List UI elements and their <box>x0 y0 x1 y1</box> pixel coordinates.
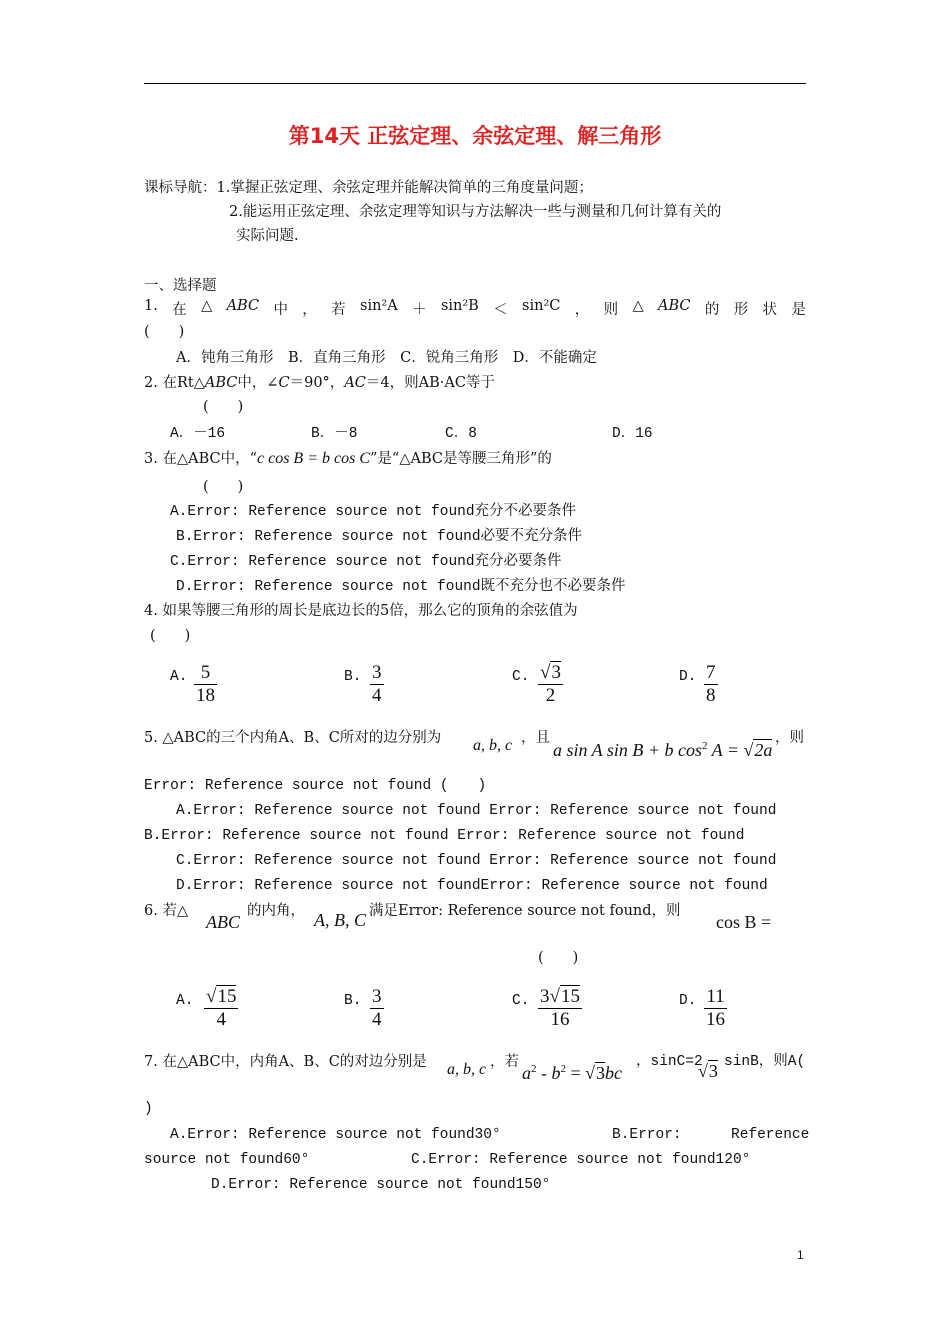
q1-word: sin²A <box>360 298 398 314</box>
q2-text: 中，∠ <box>237 375 279 391</box>
expr-part: A = <box>707 740 744 760</box>
q1-word: 若 <box>331 302 346 318</box>
q4-paren: ( ) <box>150 628 191 644</box>
expr-part: - b <box>536 1063 561 1083</box>
q4-label-b: B. <box>344 669 362 685</box>
q6-label-a: A. <box>176 993 194 1009</box>
q7-option-b-part3: source not found60° <box>144 1152 310 1168</box>
q6-vars: A, B, C <box>314 910 366 930</box>
numerator: 3 <box>372 986 382 1007</box>
q1-word: 中 <box>273 302 288 318</box>
q1-word: △ <box>632 298 644 314</box>
q6-option-a-fraction <box>204 986 238 1031</box>
q2-text: AC <box>344 375 366 391</box>
q5-stem-a: 5. △ABC的三个内角A、B、C所对的边分别为 <box>144 730 442 746</box>
q2-option-a: A．－16 <box>170 426 226 442</box>
page-number: 1 <box>797 1248 804 1262</box>
q2-option-b: B．－8 <box>311 426 358 442</box>
q3-option-a: A.Error: Reference source not found充分不必要条件 <box>170 504 577 520</box>
q2-text: ＝90°， <box>289 375 345 391</box>
q2-option-d: D．16 <box>612 426 653 442</box>
q3-option-d: D.Error: Reference source not found既不充分也不必要条件 <box>176 579 626 595</box>
denominator: 4 <box>372 1009 382 1030</box>
q2-text: C <box>278 375 290 391</box>
nav-objective-2: 2.能运用正弦定理、余弦定理等知识与方法解决一些与测量和几何计算有关的 <box>229 204 722 220</box>
denominator: 16 <box>538 1008 582 1031</box>
q4-option-b-fraction <box>370 662 384 707</box>
q7-option-b-part2: Reference <box>731 1127 810 1143</box>
numerator: 5 <box>200 662 211 683</box>
q4-option-a-fraction <box>194 662 217 707</box>
q1-word: △ <box>201 298 213 314</box>
q6-stem-a: 6. 若△ <box>144 903 189 919</box>
q3-option-b: B.Error: Reference source not found必要不充分条件 <box>176 529 583 545</box>
expr-part: a <box>522 1063 531 1083</box>
q5-option-c: C.Error: Reference source not found Error: Reference source not found <box>176 853 777 869</box>
q5-option-a: A.Error: Reference source not found Error: Reference source not found <box>176 803 777 819</box>
nav-objective-1: 1.掌握正弦定理、余弦定理并能解决简单的三角度量问题； <box>216 180 593 196</box>
q6-stem-b: 的内角， <box>247 903 305 919</box>
q5-stem-b: ，且 <box>521 730 550 746</box>
q7-option-d: D.Error: Reference source not found150° <box>211 1177 551 1193</box>
q2-option-c: C．8 <box>445 426 477 442</box>
q6-cosb: cos B = <box>716 912 772 932</box>
q1-word: ＜ <box>493 302 508 318</box>
q1-word: ABC <box>226 298 260 314</box>
denominator: 4 <box>372 685 382 706</box>
radicand: 3 <box>596 1063 606 1083</box>
radicand: 15 <box>217 986 237 1007</box>
expr-part: bc <box>605 1063 623 1083</box>
q7-stem-b: ，若 <box>490 1054 519 1070</box>
q1-paren: ( ) <box>144 324 185 340</box>
q6-option-c-fraction <box>538 986 582 1031</box>
q1-word: ABC <box>657 298 691 314</box>
q6-label-d: D. <box>679 993 697 1009</box>
q7-option-b-part1: B.Error: <box>612 1127 682 1143</box>
q1-word: 形 <box>733 302 749 318</box>
q1-stem <box>144 298 806 319</box>
denominator: 16 <box>706 1009 725 1030</box>
expr-sup: 2 <box>560 1063 566 1075</box>
q4-label-c: C. <box>512 669 530 685</box>
q3-paren: ( ) <box>203 479 244 495</box>
numerator: 7 <box>706 662 716 683</box>
expr-part: a sin A sin B + b cos <box>553 740 702 760</box>
expr-sup: 2 <box>531 1063 537 1075</box>
q2-text: 2. 在Rt△ <box>144 375 205 391</box>
q5-option-d: D.Error: Reference source not foundError: Reference source not found <box>176 878 768 894</box>
q6-option-b-fraction <box>370 986 384 1031</box>
denominator: 8 <box>706 685 716 706</box>
nav-label: 课标导航： <box>144 180 217 196</box>
q4-option-c-fraction <box>538 662 563 707</box>
q5-vars: a, b, c <box>473 737 513 754</box>
coefficient: 3 <box>540 986 550 1007</box>
nav-objective-3: 实际问题. <box>236 228 299 244</box>
q2-paren: ( ) <box>203 399 244 415</box>
q1-options: A．钝角三角形 B．直角三角形 C．锐角三角形 D．不能确定 <box>176 350 597 366</box>
expr-part: = <box>566 1063 586 1083</box>
q7-expression: $a^2 - b^2 = √3bc$ <box>522 1063 623 1083</box>
q1-word: 是 <box>791 302 806 318</box>
q4-label-d: D. <box>679 669 697 685</box>
denominator: 2 <box>538 684 563 707</box>
q7-stem-d: sinB，则A( <box>724 1054 806 1070</box>
q7-stem-a: 7. 在△ABC中，内角A、B、C的对边分别是 <box>144 1054 427 1070</box>
q1-word: ＋ <box>412 302 427 318</box>
q7-close-paren: ) <box>144 1101 153 1117</box>
q2-text: ABC <box>204 375 238 391</box>
q1-word: sin²B <box>440 298 479 314</box>
q5-stem-c: ，则 <box>775 730 804 746</box>
radicand: 3 <box>708 1061 718 1081</box>
q1-word: ， <box>574 302 590 318</box>
header-rule <box>144 83 806 84</box>
q6-label-b: B. <box>344 993 362 1009</box>
q6-paren: ( ) <box>538 950 579 966</box>
q3-stem <box>144 449 552 469</box>
q4-label-a: A. <box>170 669 188 685</box>
q3-text: 3. 在△ABC中，“ <box>144 451 257 467</box>
radicand: 15 <box>560 986 580 1007</box>
q5-expression: a sin A sin B + b $\cos^2 A = √2a$ <box>553 740 773 760</box>
q6-label-c: C. <box>512 993 530 1009</box>
radicand: 3 <box>551 662 561 683</box>
q1-word: 在 <box>172 302 187 318</box>
q3-option-c: C.Error: Reference source not found充分必要条件 <box>170 554 562 570</box>
denominator: 4 <box>204 1008 238 1031</box>
q1-word: ， <box>302 302 317 318</box>
q5-line-2: Error: Reference source not found ( ) <box>144 778 487 794</box>
section-heading: 一、选择题 <box>144 278 217 294</box>
q1-word: sin²C <box>522 298 561 314</box>
numerator: 11 <box>706 986 725 1007</box>
q5-option-b: B.Error: Reference source not found Error: Reference source not found <box>144 828 745 844</box>
q2-text: ＝4，则AB·AC等于 <box>365 375 495 391</box>
numerator: 3√15 <box>540 986 580 1007</box>
q4-stem: 4. 如果等腰三角形的周长是底边长的5倍，那么它的顶角的余弦值为 <box>144 603 578 619</box>
radicand: 2a <box>754 740 773 760</box>
q7-option-a: A.Error: Reference source not found30° <box>170 1127 501 1143</box>
q1-word: 的 <box>704 302 720 318</box>
q1-word: 状 <box>762 302 778 318</box>
q4-option-d-fraction <box>704 662 718 707</box>
q7-option-c: C.Error: Reference source not found120° <box>411 1152 751 1168</box>
numerator: √3 <box>540 662 561 683</box>
q6-option-d-fraction <box>704 986 727 1031</box>
nav-line-1 <box>144 178 593 198</box>
denominator: 18 <box>196 685 215 706</box>
page-title: 第14天 正弦定理、余弦定理、解三角形 <box>288 124 662 148</box>
q6-abc: ABC <box>206 912 240 932</box>
q3-text: ”是“△ABC是等腰三角形”的 <box>370 451 552 467</box>
q7-radical: √3 <box>698 1061 718 1081</box>
q2-stem <box>144 373 495 393</box>
q3-expression: c cos B = b cos C <box>257 450 370 467</box>
q1-word: 则 <box>603 302 619 318</box>
q1-word: 1. <box>144 298 158 314</box>
numerator: √15 <box>206 986 237 1007</box>
q6-stem-c: 满足Error: Reference source not found，则 <box>369 903 681 919</box>
numerator: 3 <box>372 662 382 683</box>
expr-sup: 2 <box>702 740 708 752</box>
q7-stem-c: ，sinC=2 <box>636 1054 703 1070</box>
q7-vars: a, b, c <box>447 1061 487 1078</box>
